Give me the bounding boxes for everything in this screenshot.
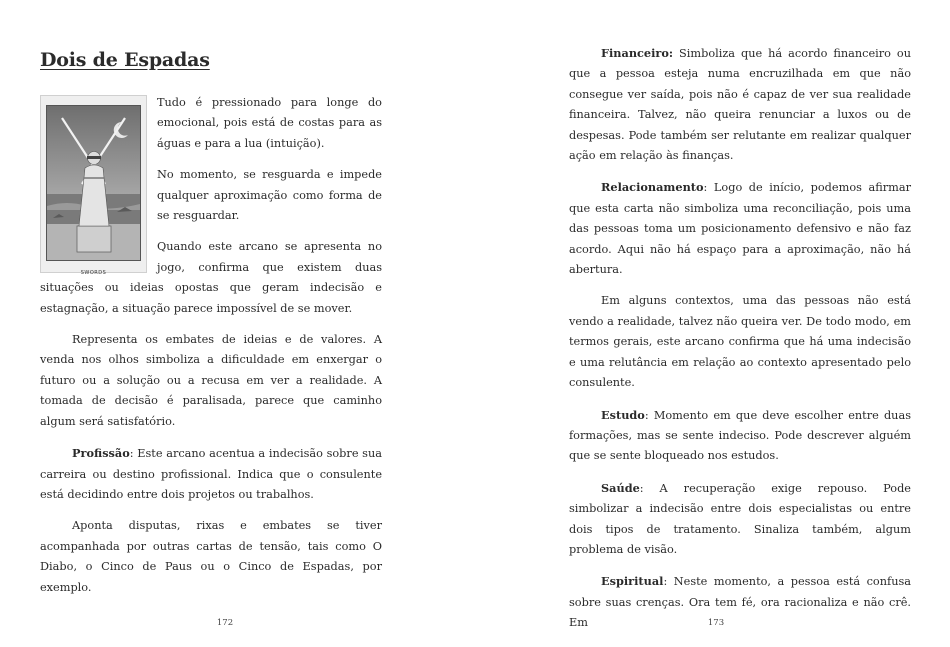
paragraph-disputas: Aponta disputas, rixas e embates se tiver acompanhada por outras cartas de tensão, tais como O Diabo, o Cinco de Paus ou o Cinco de Espadas, por exemplo.	[40, 519, 382, 594]
right-page	[475, 0, 950, 647]
card-bottom-label: SWORDS	[80, 270, 107, 276]
paragraph-profissao	[40, 443, 382, 505]
saude-term: Saúde	[601, 480, 640, 495]
paragraph-arcano: Quando este arcano se apresenta no jogo, confirma que existem duas situações ou ideias opostas que geram indecisão e estagnação, a situação parece impossível de se mover.	[40, 240, 382, 315]
relacionamento-term: Relacionamento	[601, 180, 704, 195]
tarot-card-image	[40, 95, 147, 276]
paragraph-relacionamento	[569, 177, 911, 280]
paragraph-embates: Representa os embates de ideias e de valores. A venda nos olhos simboliza a dificuldade em enxergar o futuro ou a solução ou a recusa em ver a realidade. A tomada de decisão é paralisada, parece que caminho algum será satisfatório.	[40, 333, 382, 428]
page-number-right: 173	[707, 618, 725, 628]
estudo-term: Estudo	[601, 407, 645, 422]
card-illustration-svg	[47, 106, 140, 260]
paragraph-resguarda: No momento, se resguarda e impede qualquer aproximação como forma de se resguardar.	[157, 168, 382, 223]
paragraph-financeiro	[569, 43, 911, 166]
financeiro-text: Simboliza que há acordo financeiro ou que a pessoa esteja numa encruzilhada em que não consegue ver saída, pois não é capaz de ver sua realidade financeira. Talvez, não queira renunciar a luxos ou de despesas. Pode também ser relutante em realizar qualquer ação em relação às finanças.	[569, 47, 911, 163]
relacionamento-text: : Logo de início, podemos afirmar que esta carta não simboliza uma reconciliação, pois uma das pessoas toma um posicionamento defensivo e não faz acordo. Aqui não há espaço para a aproximação, não há abertura.	[569, 181, 911, 277]
paragraph-contextos: Em alguns contextos, uma das pessoas não está vendo a realidade, talvez não queira ver. De todo modo, em termos gerais, este arcano confirma que há uma indecisão e uma relutância em relação ao contexto apresentado pelo consulente.	[569, 294, 911, 390]
paragraph-intro: Tudo é pressionado para longe do emocional, pois está de costas para as águas e para a lua (intuição).	[157, 96, 382, 150]
paragraph-estudo	[569, 405, 911, 467]
estudo-text: : Momento em que deve escolher entre duas formações, mas se sente indeciso. Pode descrever alguém que se sente bloqueado nos estudos.	[569, 408, 911, 463]
right-text-column	[569, 43, 911, 634]
left-text-column	[40, 93, 382, 598]
saude-text: : A recuperação exige repouso. Pode simbolizar a indecisão entre dois especialistas ou entre dois tipos de tratamento. Sinaliza também, algum problema de visão.	[569, 481, 911, 556]
profissao-term: Profissão	[72, 446, 130, 461]
page-number-left: 172	[216, 618, 234, 628]
profissao-text: : Este arcano acentua a indecisão sobre sua carreira ou destino profissional. Indica que o consulente está decidindo entre dois projetos ou trabalhos.	[40, 447, 382, 501]
card-illustration	[46, 105, 141, 261]
financeiro-term: Financeiro:	[601, 46, 674, 60]
espiritual-term: Espiritual	[601, 574, 664, 589]
page-title: Dois de Espadas	[40, 49, 210, 71]
paragraph-saude	[569, 478, 911, 561]
espiritual-text: : Neste momento, a pessoa está confusa sobre suas crenças. Ora tem fé, ora racionaliza e não crê. Em	[569, 575, 911, 630]
